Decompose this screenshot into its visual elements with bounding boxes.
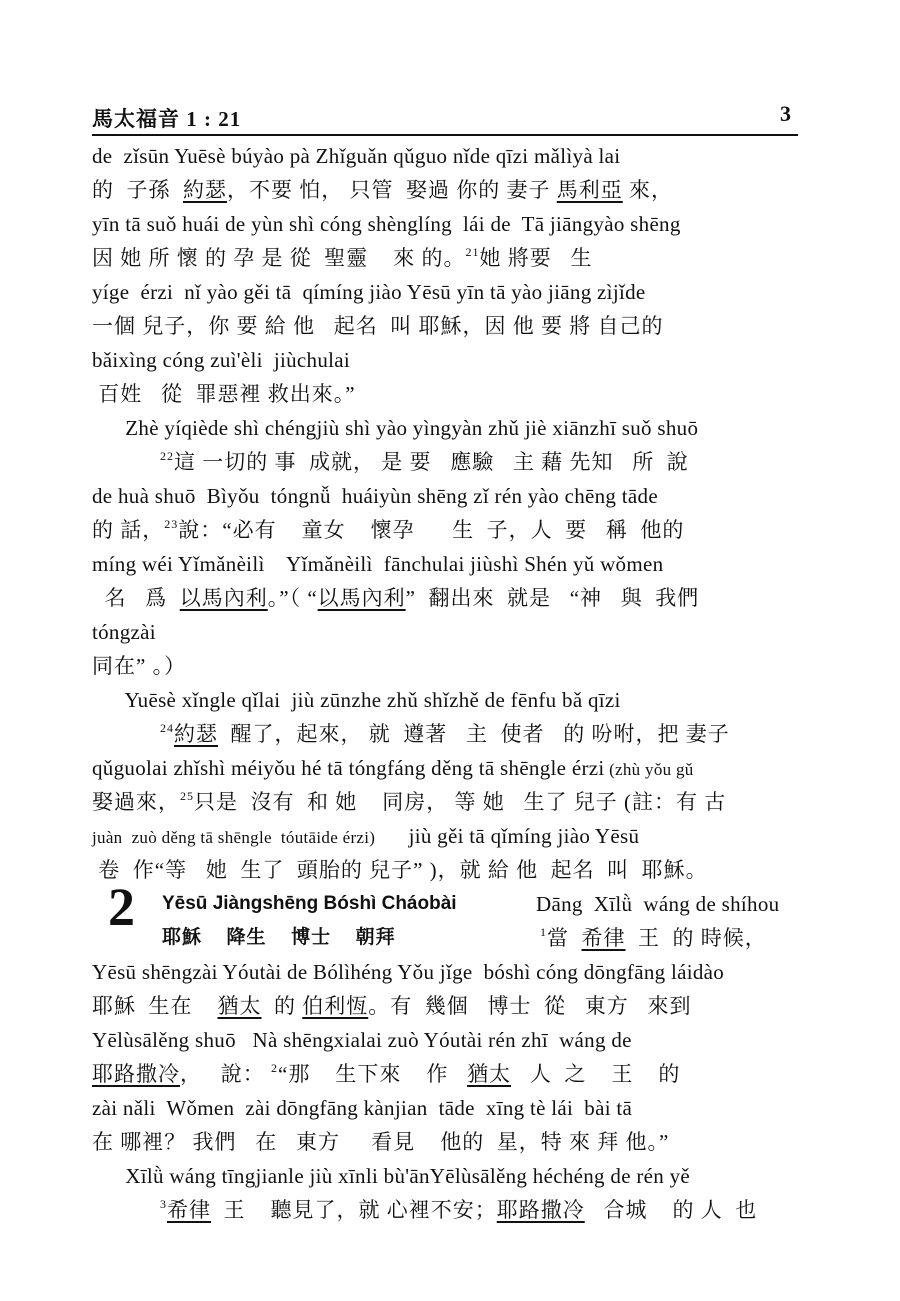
page-number: 3 [780, 101, 791, 126]
pinyin-line: yíge érzi nǐ yào gěi tā qímíng jiào Yēsū yīn tā yào jiāng zìjǐde [92, 280, 646, 304]
chinese-line: 名 爲 以馬內利。”（ “以馬內利” 翻出來 就是 “神 與 我們 [92, 586, 700, 610]
pinyin-line: de huà shuō Bìyǒu tóngnǚ huáiyùn shēng zǐ rén yào chēng tāde [92, 484, 658, 508]
pinyin-line: juàn zuò děng tā shēngle tóutāide érzi) jiù gěi tā qǐmíng jiào Yēsū [92, 824, 640, 848]
pinyin-line: bǎixìng cóng zuì'èli jiùchulai [92, 348, 351, 372]
verse-number: 23 [164, 517, 179, 531]
chinese-line: 因 她 所 懷 的 孕 是 從 聖靈 來 的。$^{21}$她 將要 生 [92, 245, 593, 270]
verse-number: 24 [160, 721, 174, 735]
proper-name: 馬利亞 [556, 178, 623, 202]
chinese-line: 的 子孫 約瑟，不要 怕， 只管 娶過 你的 妻子 馬利亞 來， [92, 178, 673, 202]
proper-name: 耶路撒冷 [496, 1198, 585, 1222]
chinese-line: 百姓 從 罪惡裡 救出來。” [92, 382, 356, 406]
pinyin-line: Zhè yíqiède shì chéngjiù shì yào yìngyàn zhǔ jiè xiānzhī suǒ shuō [92, 416, 699, 440]
proper-name: 猶太 [217, 994, 262, 1018]
chinese-line: 耶路撒冷， 說： $^2$“那 生下來 作 猶太 人 之 王 的 [92, 1061, 681, 1086]
proper-name: 希律 [581, 926, 626, 950]
chapter-number: 2 [108, 877, 135, 937]
proper-name: 耶路撒冷 [92, 1062, 180, 1086]
verse-number: 3 [160, 1197, 167, 1211]
pinyin-line: Dāng Xīlǜ wáng de shíhou [536, 892, 780, 916]
chinese-line: 在 哪裡？ 我們 在 東方 看見 他的 星，特 來 拜 他。” [92, 1130, 670, 1154]
running-header-title: 馬太福音 1 : 21 [92, 107, 242, 131]
proper-name: 伯利恆 [302, 994, 369, 1018]
proper-name: 約瑟 [183, 178, 227, 202]
pinyin-line: míng wéi Yǐmǎnèilì Yǐmǎnèilì fānchulai jiùshì Shén yǔ wǒmen [92, 552, 664, 576]
chinese-line: 耶穌 生在 猶太 的 伯利恆。有 幾個 博士 從 東方 來到 [92, 994, 692, 1018]
proper-name: 以馬內利 [317, 586, 406, 610]
header-rule [92, 134, 798, 136]
chapter-heading-chinese: 耶穌 降生 博士 朝拜 [162, 927, 396, 948]
chinese-line: 一個 兒子，你 要 給 他 起名 叫 耶穌，因 他 要 將 自己的 [92, 314, 664, 338]
pinyin-line: Yuēsè xǐngle qǐlai jiù zūnzhe zhǔ shǐzhě de fēnfu bǎ qīzi [92, 688, 621, 712]
pinyin-line: zài nǎli Wǒmen zài dōngfāng kànjian tāde xīng tè lái bài tā [92, 1096, 633, 1120]
verse-number: 21 [465, 245, 480, 259]
chinese-line: 娶過來，$^{25}$只是 沒有 和 她 同房， 等 她 生了 兒子 (註：有 古 [92, 789, 727, 814]
pinyin-line: de zǐsūn Yuēsè búyào pà Zhǐguǎn qǔguo nǐde qīzi mǎlìyà lai [92, 144, 621, 168]
verse-number: 2 [271, 1061, 278, 1075]
chapter-heading-pinyin: Yēsū Jiàngshēng Bóshì Cháobài [162, 893, 457, 914]
chinese-line: 卷 作“等 她 生了 頭胎的 兒子” )，就 給 他 起名 叫 耶穌。 [92, 858, 708, 882]
pinyin-line: qǔguolai zhǐshì méiyǒu hé tā tóngfáng děng tā shēngle érzi (zhù yǒu gǔ [92, 756, 694, 780]
proper-name: 猶太 [467, 1062, 512, 1086]
chinese-line: $^3$希律 王 聽見了，就 心裡不安；耶路撒冷 合城 的 人 也 [160, 1197, 758, 1222]
proper-name: 約瑟 [174, 722, 218, 746]
verse-number: 25 [180, 789, 194, 803]
chinese-line: $^{22}$這 一切的 事 成就， 是 要 應驗 主 藉 先知 所 說 [160, 449, 689, 474]
chinese-line: 同在” 。） [92, 654, 187, 678]
pinyin-line: Xīlǜ wáng tīngjianle jiù xīnli bù'ānYēlùsālěng héchéng de rén yě [92, 1164, 691, 1188]
pinyin-line: yīn tā suǒ huái de yùn shì cóng shènglíng lái de Tā jiāngyào shēng [92, 212, 681, 236]
proper-name: 以馬內利 [179, 586, 268, 610]
pinyin-line: tóngzài [92, 620, 156, 644]
verse-number: 22 [160, 449, 174, 463]
verse-number: 1 [540, 925, 547, 939]
chinese-line: $^{24}$約瑟 醒了，起來， 就 遵著 主 使者 的 吩咐，把 妻子 [160, 721, 730, 746]
chinese-line: $^1$當 希律 王 的 時候， [540, 925, 767, 950]
pinyin-line: Yēsū shēngzài Yóutài de Bólìhéng Yǒu jǐge bóshì cóng dōngfāng láidào [92, 960, 725, 984]
proper-name: 希律 [167, 1198, 211, 1222]
chinese-line: 的 話，$^{23}$說：“必有 童女 懷孕 生 子，人 要 稱 他的 [92, 517, 685, 542]
pinyin-line: Yēlùsālěng shuō Nà shēngxialai zuò Yóutài rén zhī wáng de [92, 1028, 632, 1052]
